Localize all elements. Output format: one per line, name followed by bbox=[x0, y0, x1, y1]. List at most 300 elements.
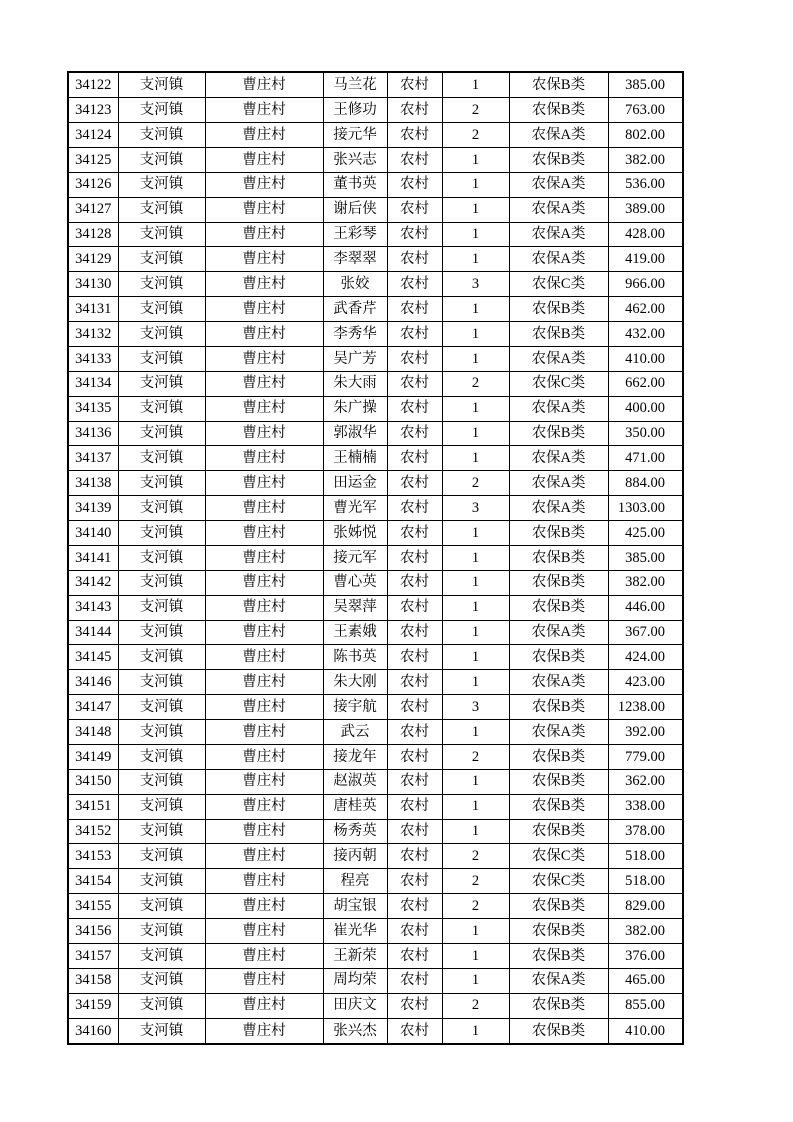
cell-person-name: 武云 bbox=[323, 720, 387, 745]
cell-village: 曹庄村 bbox=[205, 794, 323, 819]
cell-record-id: 34158 bbox=[68, 968, 118, 993]
cell-village: 曹庄村 bbox=[205, 645, 323, 670]
cell-person-name: 接元华 bbox=[323, 123, 387, 148]
cell-person-name: 接宇航 bbox=[323, 695, 387, 720]
cell-person-name: 接元军 bbox=[323, 545, 387, 570]
cell-residence-type: 农村 bbox=[387, 993, 442, 1018]
cell-person-name: 接丙朝 bbox=[323, 844, 387, 869]
table-row bbox=[68, 297, 683, 322]
cell-insurance-class: 农保A类 bbox=[509, 396, 608, 421]
cell-insurance-class: 农保A类 bbox=[509, 620, 608, 645]
cell-insurance-class: 农保A类 bbox=[509, 172, 608, 197]
cell-insurance-class: 农保B类 bbox=[509, 744, 608, 769]
cell-person-name: 张姊悦 bbox=[323, 521, 387, 546]
cell-insurance-class: 农保A类 bbox=[509, 968, 608, 993]
table-row bbox=[68, 570, 683, 595]
cell-town: 支河镇 bbox=[118, 769, 205, 794]
cell-person-count: 3 bbox=[442, 272, 509, 297]
cell-amount: 376.00 bbox=[608, 943, 683, 968]
cell-village: 曹庄村 bbox=[205, 197, 323, 222]
table-row bbox=[68, 819, 683, 844]
cell-person-name: 王新荣 bbox=[323, 943, 387, 968]
cell-residence-type: 农村 bbox=[387, 695, 442, 720]
cell-record-id: 34135 bbox=[68, 396, 118, 421]
cell-insurance-class: 农保B类 bbox=[509, 521, 608, 546]
table-row bbox=[68, 943, 683, 968]
cell-person-name: 曹光军 bbox=[323, 496, 387, 521]
cell-residence-type: 农村 bbox=[387, 471, 442, 496]
cell-person-count: 1 bbox=[442, 545, 509, 570]
cell-record-id: 34137 bbox=[68, 446, 118, 471]
cell-person-name: 田庆文 bbox=[323, 993, 387, 1018]
cell-person-name: 张姣 bbox=[323, 272, 387, 297]
cell-village: 曹庄村 bbox=[205, 446, 323, 471]
cell-person-name: 陈书英 bbox=[323, 645, 387, 670]
table-row bbox=[68, 695, 683, 720]
cell-person-count: 2 bbox=[442, 471, 509, 496]
cell-record-id: 34146 bbox=[68, 670, 118, 695]
cell-person-name: 程亮 bbox=[323, 869, 387, 894]
cell-insurance-class: 农保C类 bbox=[509, 869, 608, 894]
cell-village: 曹庄村 bbox=[205, 720, 323, 745]
cell-amount: 410.00 bbox=[608, 1018, 683, 1044]
cell-town: 支河镇 bbox=[118, 371, 205, 396]
cell-residence-type: 农村 bbox=[387, 72, 442, 98]
benefits-table bbox=[67, 71, 684, 1045]
cell-amount: 536.00 bbox=[608, 172, 683, 197]
cell-record-id: 34152 bbox=[68, 819, 118, 844]
cell-insurance-class: 农保B类 bbox=[509, 545, 608, 570]
cell-insurance-class: 农保B类 bbox=[509, 595, 608, 620]
cell-person-count: 1 bbox=[442, 247, 509, 272]
cell-residence-type: 农村 bbox=[387, 421, 442, 446]
cell-residence-type: 农村 bbox=[387, 496, 442, 521]
cell-village: 曹庄村 bbox=[205, 595, 323, 620]
cell-residence-type: 农村 bbox=[387, 943, 442, 968]
cell-amount: 462.00 bbox=[608, 297, 683, 322]
cell-record-id: 34142 bbox=[68, 570, 118, 595]
cell-village: 曹庄村 bbox=[205, 123, 323, 148]
cell-record-id: 34150 bbox=[68, 769, 118, 794]
cell-residence-type: 农村 bbox=[387, 521, 442, 546]
cell-village: 曹庄村 bbox=[205, 371, 323, 396]
cell-town: 支河镇 bbox=[118, 645, 205, 670]
cell-insurance-class: 农保B类 bbox=[509, 645, 608, 670]
cell-amount: 518.00 bbox=[608, 869, 683, 894]
table-row bbox=[68, 396, 683, 421]
cell-town: 支河镇 bbox=[118, 222, 205, 247]
cell-amount: 378.00 bbox=[608, 819, 683, 844]
table-row bbox=[68, 894, 683, 919]
cell-village: 曹庄村 bbox=[205, 272, 323, 297]
cell-village: 曹庄村 bbox=[205, 496, 323, 521]
cell-insurance-class: 农保B类 bbox=[509, 819, 608, 844]
cell-village: 曹庄村 bbox=[205, 222, 323, 247]
cell-person-name: 李翠翠 bbox=[323, 247, 387, 272]
cell-person-count: 1 bbox=[442, 521, 509, 546]
cell-amount: 400.00 bbox=[608, 396, 683, 421]
cell-person-name: 曹心英 bbox=[323, 570, 387, 595]
cell-person-name: 吴广芳 bbox=[323, 346, 387, 371]
cell-village: 曹庄村 bbox=[205, 297, 323, 322]
cell-town: 支河镇 bbox=[118, 123, 205, 148]
cell-person-name: 张兴志 bbox=[323, 147, 387, 172]
table-body bbox=[68, 72, 683, 1044]
cell-amount: 382.00 bbox=[608, 147, 683, 172]
cell-village: 曹庄村 bbox=[205, 1018, 323, 1044]
cell-town: 支河镇 bbox=[118, 421, 205, 446]
cell-town: 支河镇 bbox=[118, 670, 205, 695]
cell-record-id: 34128 bbox=[68, 222, 118, 247]
cell-record-id: 34141 bbox=[68, 545, 118, 570]
cell-person-count: 1 bbox=[442, 794, 509, 819]
cell-insurance-class: 农保A类 bbox=[509, 222, 608, 247]
cell-record-id: 34122 bbox=[68, 72, 118, 98]
cell-person-name: 田运金 bbox=[323, 471, 387, 496]
cell-person-count: 1 bbox=[442, 670, 509, 695]
cell-person-name: 李秀华 bbox=[323, 322, 387, 347]
cell-residence-type: 农村 bbox=[387, 645, 442, 670]
cell-amount: 419.00 bbox=[608, 247, 683, 272]
cell-record-id: 34138 bbox=[68, 471, 118, 496]
cell-person-count: 2 bbox=[442, 744, 509, 769]
cell-town: 支河镇 bbox=[118, 197, 205, 222]
cell-insurance-class: 农保A类 bbox=[509, 247, 608, 272]
cell-village: 曹庄村 bbox=[205, 919, 323, 944]
cell-residence-type: 农村 bbox=[387, 570, 442, 595]
cell-village: 曹庄村 bbox=[205, 869, 323, 894]
cell-town: 支河镇 bbox=[118, 620, 205, 645]
cell-person-name: 朱大刚 bbox=[323, 670, 387, 695]
cell-amount: 428.00 bbox=[608, 222, 683, 247]
cell-person-name: 赵淑英 bbox=[323, 769, 387, 794]
cell-amount: 362.00 bbox=[608, 769, 683, 794]
cell-person-count: 1 bbox=[442, 1018, 509, 1044]
cell-person-name: 王彩琴 bbox=[323, 222, 387, 247]
cell-insurance-class: 农保B类 bbox=[509, 147, 608, 172]
cell-residence-type: 农村 bbox=[387, 446, 442, 471]
cell-town: 支河镇 bbox=[118, 172, 205, 197]
table-row bbox=[68, 421, 683, 446]
cell-insurance-class: 农保C类 bbox=[509, 844, 608, 869]
cell-insurance-class: 农保A类 bbox=[509, 496, 608, 521]
cell-person-count: 1 bbox=[442, 222, 509, 247]
cell-person-count: 1 bbox=[442, 620, 509, 645]
cell-amount: 385.00 bbox=[608, 72, 683, 98]
table-row bbox=[68, 720, 683, 745]
cell-town: 支河镇 bbox=[118, 819, 205, 844]
table-row bbox=[68, 147, 683, 172]
cell-insurance-class: 农保B类 bbox=[509, 570, 608, 595]
cell-amount: 471.00 bbox=[608, 446, 683, 471]
cell-town: 支河镇 bbox=[118, 496, 205, 521]
cell-residence-type: 农村 bbox=[387, 894, 442, 919]
table-row bbox=[68, 346, 683, 371]
table-row bbox=[68, 197, 683, 222]
cell-insurance-class: 农保B类 bbox=[509, 1018, 608, 1044]
cell-residence-type: 农村 bbox=[387, 968, 442, 993]
table-row bbox=[68, 645, 683, 670]
table-row bbox=[68, 670, 683, 695]
cell-amount: 465.00 bbox=[608, 968, 683, 993]
cell-amount: 779.00 bbox=[608, 744, 683, 769]
cell-town: 支河镇 bbox=[118, 570, 205, 595]
cell-town: 支河镇 bbox=[118, 98, 205, 123]
cell-person-name: 胡宝银 bbox=[323, 894, 387, 919]
cell-amount: 829.00 bbox=[608, 894, 683, 919]
cell-amount: 966.00 bbox=[608, 272, 683, 297]
cell-amount: 424.00 bbox=[608, 645, 683, 670]
cell-village: 曹庄村 bbox=[205, 620, 323, 645]
table-row bbox=[68, 1018, 683, 1044]
cell-person-count: 1 bbox=[442, 172, 509, 197]
cell-amount: 662.00 bbox=[608, 371, 683, 396]
cell-insurance-class: 农保B类 bbox=[509, 297, 608, 322]
cell-record-id: 34134 bbox=[68, 371, 118, 396]
cell-record-id: 34139 bbox=[68, 496, 118, 521]
table-row bbox=[68, 98, 683, 123]
cell-person-count: 1 bbox=[442, 769, 509, 794]
cell-residence-type: 农村 bbox=[387, 620, 442, 645]
table-row bbox=[68, 545, 683, 570]
cell-insurance-class: 农保B类 bbox=[509, 72, 608, 98]
table-row bbox=[68, 993, 683, 1018]
cell-amount: 802.00 bbox=[608, 123, 683, 148]
cell-town: 支河镇 bbox=[118, 247, 205, 272]
cell-amount: 350.00 bbox=[608, 421, 683, 446]
cell-person-name: 张兴杰 bbox=[323, 1018, 387, 1044]
cell-person-count: 1 bbox=[442, 147, 509, 172]
cell-amount: 410.00 bbox=[608, 346, 683, 371]
cell-person-name: 朱大雨 bbox=[323, 371, 387, 396]
cell-residence-type: 农村 bbox=[387, 371, 442, 396]
cell-record-id: 34149 bbox=[68, 744, 118, 769]
cell-person-count: 1 bbox=[442, 645, 509, 670]
cell-town: 支河镇 bbox=[118, 147, 205, 172]
cell-town: 支河镇 bbox=[118, 695, 205, 720]
cell-amount: 763.00 bbox=[608, 98, 683, 123]
cell-record-id: 34133 bbox=[68, 346, 118, 371]
table-row bbox=[68, 222, 683, 247]
table-row bbox=[68, 844, 683, 869]
cell-residence-type: 农村 bbox=[387, 98, 442, 123]
cell-residence-type: 农村 bbox=[387, 222, 442, 247]
cell-record-id: 34147 bbox=[68, 695, 118, 720]
table-row bbox=[68, 919, 683, 944]
cell-amount: 425.00 bbox=[608, 521, 683, 546]
table-row bbox=[68, 322, 683, 347]
cell-village: 曹庄村 bbox=[205, 968, 323, 993]
cell-amount: 1303.00 bbox=[608, 496, 683, 521]
cell-amount: 432.00 bbox=[608, 322, 683, 347]
cell-town: 支河镇 bbox=[118, 297, 205, 322]
cell-residence-type: 农村 bbox=[387, 197, 442, 222]
cell-residence-type: 农村 bbox=[387, 794, 442, 819]
cell-town: 支河镇 bbox=[118, 720, 205, 745]
cell-village: 曹庄村 bbox=[205, 172, 323, 197]
cell-town: 支河镇 bbox=[118, 595, 205, 620]
cell-village: 曹庄村 bbox=[205, 322, 323, 347]
cell-insurance-class: 农保A类 bbox=[509, 123, 608, 148]
cell-village: 曹庄村 bbox=[205, 545, 323, 570]
cell-village: 曹庄村 bbox=[205, 769, 323, 794]
cell-person-name: 董书英 bbox=[323, 172, 387, 197]
cell-village: 曹庄村 bbox=[205, 471, 323, 496]
cell-town: 支河镇 bbox=[118, 744, 205, 769]
cell-record-id: 34143 bbox=[68, 595, 118, 620]
cell-person-name: 王修功 bbox=[323, 98, 387, 123]
cell-person-name: 武香芹 bbox=[323, 297, 387, 322]
cell-village: 曹庄村 bbox=[205, 695, 323, 720]
cell-residence-type: 农村 bbox=[387, 322, 442, 347]
cell-person-count: 1 bbox=[442, 968, 509, 993]
cell-town: 支河镇 bbox=[118, 844, 205, 869]
cell-person-count: 1 bbox=[442, 943, 509, 968]
cell-record-id: 34124 bbox=[68, 123, 118, 148]
table-row bbox=[68, 446, 683, 471]
cell-record-id: 34144 bbox=[68, 620, 118, 645]
cell-town: 支河镇 bbox=[118, 346, 205, 371]
cell-insurance-class: 农保A类 bbox=[509, 471, 608, 496]
cell-residence-type: 农村 bbox=[387, 147, 442, 172]
cell-residence-type: 农村 bbox=[387, 670, 442, 695]
cell-person-count: 1 bbox=[442, 446, 509, 471]
table-row bbox=[68, 769, 683, 794]
cell-record-id: 34131 bbox=[68, 297, 118, 322]
cell-person-count: 1 bbox=[442, 197, 509, 222]
table-row bbox=[68, 247, 683, 272]
cell-person-count: 1 bbox=[442, 421, 509, 446]
cell-town: 支河镇 bbox=[118, 968, 205, 993]
cell-residence-type: 农村 bbox=[387, 272, 442, 297]
cell-record-id: 34153 bbox=[68, 844, 118, 869]
cell-insurance-class: 农保A类 bbox=[509, 670, 608, 695]
cell-record-id: 34136 bbox=[68, 421, 118, 446]
cell-insurance-class: 农保B类 bbox=[509, 695, 608, 720]
table-row bbox=[68, 794, 683, 819]
cell-village: 曹庄村 bbox=[205, 744, 323, 769]
cell-residence-type: 农村 bbox=[387, 869, 442, 894]
cell-record-id: 34140 bbox=[68, 521, 118, 546]
cell-residence-type: 农村 bbox=[387, 545, 442, 570]
cell-village: 曹庄村 bbox=[205, 521, 323, 546]
cell-insurance-class: 农保B类 bbox=[509, 421, 608, 446]
cell-town: 支河镇 bbox=[118, 894, 205, 919]
cell-record-id: 34123 bbox=[68, 98, 118, 123]
cell-insurance-class: 农保C类 bbox=[509, 371, 608, 396]
cell-insurance-class: 农保B类 bbox=[509, 993, 608, 1018]
cell-village: 曹庄村 bbox=[205, 346, 323, 371]
cell-person-name: 王素娥 bbox=[323, 620, 387, 645]
cell-person-count: 2 bbox=[442, 98, 509, 123]
cell-town: 支河镇 bbox=[118, 943, 205, 968]
cell-village: 曹庄村 bbox=[205, 396, 323, 421]
cell-person-count: 1 bbox=[442, 396, 509, 421]
cell-person-name: 唐桂英 bbox=[323, 794, 387, 819]
cell-insurance-class: 农保B类 bbox=[509, 894, 608, 919]
cell-residence-type: 农村 bbox=[387, 769, 442, 794]
cell-town: 支河镇 bbox=[118, 446, 205, 471]
cell-person-count: 3 bbox=[442, 496, 509, 521]
cell-town: 支河镇 bbox=[118, 521, 205, 546]
cell-insurance-class: 农保A类 bbox=[509, 720, 608, 745]
cell-amount: 338.00 bbox=[608, 794, 683, 819]
cell-record-id: 34130 bbox=[68, 272, 118, 297]
cell-person-count: 1 bbox=[442, 570, 509, 595]
cell-insurance-class: 农保B类 bbox=[509, 943, 608, 968]
cell-amount: 382.00 bbox=[608, 570, 683, 595]
cell-person-count: 1 bbox=[442, 72, 509, 98]
cell-person-name: 郭淑华 bbox=[323, 421, 387, 446]
cell-person-count: 3 bbox=[442, 695, 509, 720]
table-row bbox=[68, 744, 683, 769]
cell-residence-type: 农村 bbox=[387, 819, 442, 844]
cell-town: 支河镇 bbox=[118, 869, 205, 894]
cell-record-id: 34129 bbox=[68, 247, 118, 272]
cell-amount: 518.00 bbox=[608, 844, 683, 869]
cell-person-count: 1 bbox=[442, 720, 509, 745]
table-row bbox=[68, 620, 683, 645]
cell-amount: 392.00 bbox=[608, 720, 683, 745]
cell-person-count: 1 bbox=[442, 919, 509, 944]
cell-record-id: 34151 bbox=[68, 794, 118, 819]
cell-person-name: 吴翠萍 bbox=[323, 595, 387, 620]
cell-village: 曹庄村 bbox=[205, 844, 323, 869]
cell-amount: 385.00 bbox=[608, 545, 683, 570]
cell-residence-type: 农村 bbox=[387, 744, 442, 769]
cell-village: 曹庄村 bbox=[205, 421, 323, 446]
cell-residence-type: 农村 bbox=[387, 297, 442, 322]
cell-village: 曹庄村 bbox=[205, 147, 323, 172]
cell-person-count: 1 bbox=[442, 346, 509, 371]
cell-insurance-class: 农保A类 bbox=[509, 346, 608, 371]
cell-residence-type: 农村 bbox=[387, 1018, 442, 1044]
cell-town: 支河镇 bbox=[118, 919, 205, 944]
cell-record-id: 34127 bbox=[68, 197, 118, 222]
cell-insurance-class: 农保B类 bbox=[509, 769, 608, 794]
cell-amount: 884.00 bbox=[608, 471, 683, 496]
cell-amount: 1238.00 bbox=[608, 695, 683, 720]
cell-amount: 367.00 bbox=[608, 620, 683, 645]
cell-record-id: 34159 bbox=[68, 993, 118, 1018]
cell-village: 曹庄村 bbox=[205, 247, 323, 272]
cell-residence-type: 农村 bbox=[387, 247, 442, 272]
cell-village: 曹庄村 bbox=[205, 570, 323, 595]
cell-insurance-class: 农保A类 bbox=[509, 446, 608, 471]
cell-insurance-class: 农保B类 bbox=[509, 322, 608, 347]
cell-residence-type: 农村 bbox=[387, 172, 442, 197]
table-row bbox=[68, 272, 683, 297]
cell-town: 支河镇 bbox=[118, 471, 205, 496]
cell-record-id: 34125 bbox=[68, 147, 118, 172]
cell-village: 曹庄村 bbox=[205, 894, 323, 919]
cell-village: 曹庄村 bbox=[205, 993, 323, 1018]
cell-person-name: 周均荣 bbox=[323, 968, 387, 993]
cell-village: 曹庄村 bbox=[205, 670, 323, 695]
cell-person-name: 杨秀英 bbox=[323, 819, 387, 844]
cell-amount: 382.00 bbox=[608, 919, 683, 944]
cell-person-count: 2 bbox=[442, 844, 509, 869]
table-row bbox=[68, 496, 683, 521]
cell-town: 支河镇 bbox=[118, 396, 205, 421]
cell-person-count: 1 bbox=[442, 297, 509, 322]
table-row bbox=[68, 869, 683, 894]
cell-record-id: 34156 bbox=[68, 919, 118, 944]
cell-record-id: 34155 bbox=[68, 894, 118, 919]
cell-town: 支河镇 bbox=[118, 993, 205, 1018]
table-row bbox=[68, 595, 683, 620]
cell-person-count: 2 bbox=[442, 123, 509, 148]
